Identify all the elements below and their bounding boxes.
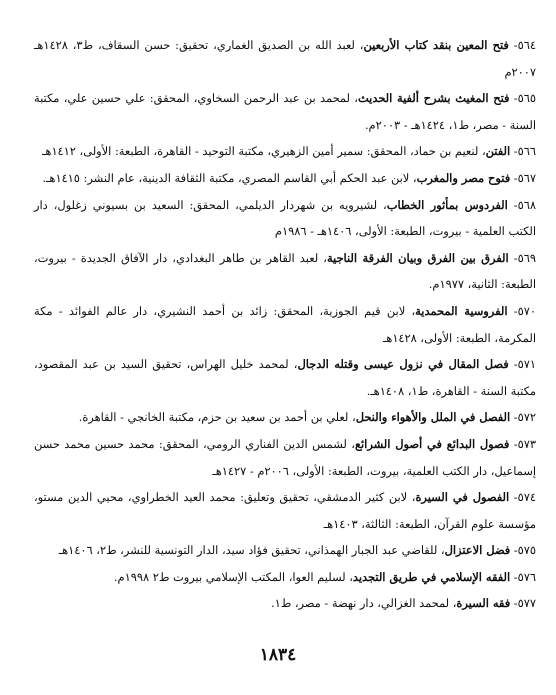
bibliography-entry xyxy=(34,431,536,484)
entry-number: ٥٦٧- xyxy=(510,170,536,185)
entry-number: ٥٧٢- xyxy=(510,410,536,425)
entry-title: فصل المقال في نزول عيسى وقتله الدجال xyxy=(297,357,509,372)
entry-number: ٥٦٦- xyxy=(510,144,536,159)
entry-title: الفصول في السيرة xyxy=(415,490,510,505)
entry-title: الفتن xyxy=(485,144,511,159)
bibliography-entry xyxy=(34,351,536,404)
entry-number: ٥٦٥- xyxy=(509,91,536,106)
bibliography-entry xyxy=(34,138,536,165)
bibliography-entry xyxy=(34,404,536,431)
bibliography-entry xyxy=(34,32,536,85)
bibliography-entry xyxy=(34,564,536,591)
entry-title: فتح المعين بنقد كتاب الأربعين xyxy=(363,38,509,52)
entry-title: الفروسية المحمدية xyxy=(415,303,508,318)
entry-details: ، لابن كثير الدمشقي، تحقيق وتعليق: محمد العيد الخطراوي، محيي الدين مستو، مؤسسة علوم القرآن، الطبعة: الثالثة، ١٤٠٣هـ xyxy=(34,490,536,531)
bibliography-entry xyxy=(34,85,536,138)
entry-number: ٥٧١- xyxy=(508,357,537,372)
bibliography-entry xyxy=(34,192,536,245)
entry-details: ، لابن قيم الجوزية، المحقق: زائد بن أحمد النشيري، دار عالم الفوائد - مكة المكرمة، الطبعة: الأولى، ١٤٢٨هـ xyxy=(34,303,536,345)
entry-title: الفرق بين الفرق وبيان الفرقة الناجية xyxy=(326,250,509,265)
entry-number: ٥٦٤- xyxy=(508,38,536,52)
entry-number: ٥٧٧- xyxy=(510,596,536,611)
entry-details: ، لعبد الله بن الصديق الغماري، تحقيق: حسن السقاف، ط٣، ١٤٢٨هـ ٢٠٠٧م xyxy=(34,38,536,79)
entry-title: فتوح مصر والمغرب xyxy=(416,170,511,185)
entry-details: ، لابن عبد الحكم أبي القاسم المصري، مكتبة الثقافة الدينية، عام النشر: ١٤١٥هـ. xyxy=(42,170,417,185)
entry-title: فقه السيرة xyxy=(456,596,511,611)
entry-number: ٥٧٣- xyxy=(509,436,536,451)
entry-number: ٥٧٦- xyxy=(510,569,536,584)
page-number: ١٨٣٤ xyxy=(259,645,297,665)
entry-number: ٥٧٥- xyxy=(510,543,536,558)
entry-title: فضل الاعتزال xyxy=(444,543,511,558)
bibliography-entry xyxy=(34,537,536,564)
entry-title: فتح المغيث بشرح ألفية الحديث xyxy=(358,91,510,106)
entry-title: الفصل في الملل والأهواء والنحل xyxy=(355,410,511,425)
bibliography-list xyxy=(34,32,536,617)
entry-details: ، لمحمد الغزالي، دار نهضة - مصر، ط١. xyxy=(270,596,457,611)
entry-details: ، لعلي بن أحمد بن سعيد بن حزم، مكتبة الخانجي - القاهرة. xyxy=(78,410,356,425)
bibliography-entry xyxy=(34,245,536,298)
entry-details: ، لسليم العوا، المكتب الإسلامي بيروت ط٢ ١٩٩٨م. xyxy=(113,569,353,584)
entry-details: ، لمحمد خليل الهراس، تحقيق السيد بن عبد المقصود، مكتبة السنة - القاهرة، ط١، ١٤٠٨هـ. xyxy=(34,357,536,398)
entry-title: الفردوس بمأثور الخطاب xyxy=(386,197,508,212)
bibliography-entry xyxy=(34,298,536,351)
entry-details: ، لعبد القاهر بن طاهر البغدادي، دار الآفاق الجديدة - بيروت، الطبعة: الثانية، ١٩٧٧م. xyxy=(34,250,536,292)
bibliography-entry xyxy=(34,165,536,192)
entry-title: الفقه الإسلامي في طريق التجديد xyxy=(352,569,511,584)
entry-details: ، لشمس الدين الفناري الرومي، المحقق: محمد حسين محمد حسن إسماعيل، دار الكتب العلمية، بيروت، الطبعة: الأولى، ٢٠٠٦م - ١٤٢٧هـ xyxy=(34,436,536,478)
bibliography-entry xyxy=(34,590,536,617)
entry-number: ٥٧٤- xyxy=(509,490,536,505)
entry-details: ، لمحمد بن عبد الرحمن السخاوي، المحقق: علي حسين علي، مكتبة السنة - مصر، ط١، ١٤٢٤هـ - ٢٠٠٣م. xyxy=(34,91,536,132)
entry-title: فصول البدائع في أصول الشرائع xyxy=(354,436,510,451)
entry-details: ، لشيرويه بن شهردار الديلمي، المحقق: السعيد بن بسيوني زغلول، دار الكتب العلمية - بيروت، الطبعة: الأولى، ١٤٠٦هـ - ١٩٨٦م xyxy=(34,197,536,239)
entry-details: ، للقاضي عبد الجبار الهمذاني، تحقيق فؤاد سيد، الدار التونسية للنشر، ط٢، ١٤٠٦هـ xyxy=(58,543,445,558)
entry-number: ٥٦٨- xyxy=(507,197,536,212)
entry-details: ، لنعيم بن حماد، المحقق: سمير أمين الزهيري، مكتبة التوحيد - القاهرة، الطبعة: الأولى، ١٤١٢هـ xyxy=(42,144,486,159)
entry-number: ٥٦٩- xyxy=(508,250,536,265)
entry-number: ٥٧٠- xyxy=(507,303,536,318)
bibliography-entry xyxy=(34,484,536,537)
